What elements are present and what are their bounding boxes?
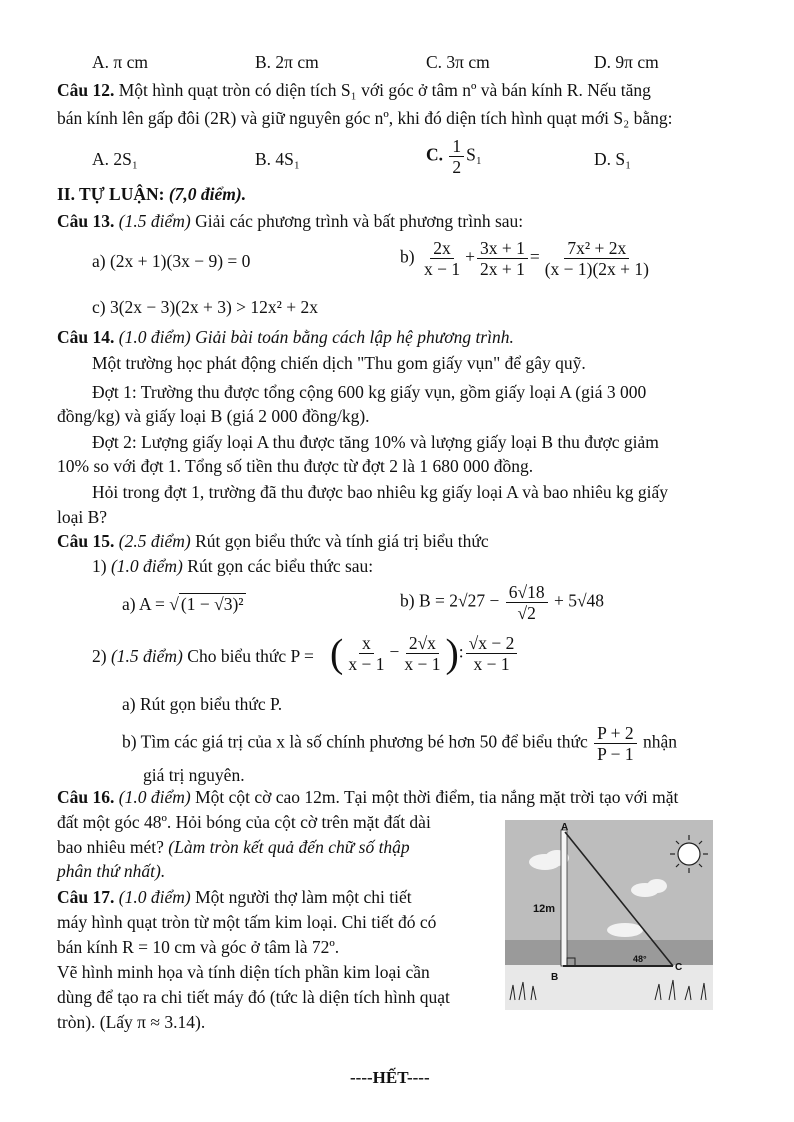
point-a-label: A	[561, 822, 569, 833]
q15-part2-text: Cho biểu thức P =	[187, 646, 314, 666]
q13-heading	[57, 210, 523, 232]
q11-option-a: A. π cm	[92, 52, 148, 72]
q17-line2: máy hình quạt tròn từ một tấm kim loại. Chi tiết đó có	[57, 912, 437, 932]
angle-label: 48°	[633, 954, 647, 964]
q15-2a: a) Rút gọn biểu thức P.	[122, 694, 283, 714]
q15-1a: a) A = √ (1 − √3)²	[122, 594, 244, 614]
q13-a: a) (2x + 1)(3x − 9) = 0	[92, 251, 251, 271]
point-b-label: B	[551, 972, 559, 983]
q15-points: (2.5 điểm)	[118, 531, 191, 551]
q16-line1	[57, 786, 678, 808]
q13-b-frac3	[542, 238, 652, 279]
q15-p-frac1	[345, 633, 387, 674]
q14-title: Giải bài toán bằng cách lập hệ phương trình.	[195, 327, 514, 347]
q16-text3a: bao nhiêu mét?	[57, 837, 164, 857]
q15-1a-expr: (1 − √3)²	[180, 594, 244, 614]
q15-1a-label: a) A =	[122, 594, 165, 614]
end-marker: ----HẾT----	[350, 1068, 430, 1087]
q13-label: Câu 13.	[57, 211, 115, 231]
q17-label: Câu 17.	[57, 887, 115, 907]
q13-b-frac3-num: 7x² + 2x	[564, 238, 629, 259]
q15-heading	[57, 530, 489, 552]
q15-label: Câu 15.	[57, 531, 115, 551]
q13-b: b) $\frac{2x}{x - 1}$ + $\frac{3x + 1}{2x + 1}$ = $\frac{\text{7x² + 2x}}{(x - 1)(2x + 1)}$	[400, 238, 654, 279]
q16-line4: phân thứ nhất).	[57, 861, 166, 881]
q15-p-frac2-den: x − 1	[404, 654, 441, 674]
q12-text1: Một hình quạt tròn có diện tích S₁ với góc ở tâm nº và bán kính R. Nếu tăng	[118, 80, 651, 100]
q15-1b	[400, 582, 604, 623]
q15-p-frac3	[466, 633, 518, 674]
q17-line1	[57, 886, 412, 908]
q14-p4b: loại B?	[57, 507, 108, 527]
q13-text: Giải các phương trình và bất phương trình sau:	[195, 211, 524, 231]
q14-p4a: Hỏi trong đợt 1, trường đã thu được bao nhiêu kg giấy loại A và bao nhiêu kg giấy	[92, 482, 669, 502]
q15-part1	[92, 555, 373, 577]
q15-p-frac3-den: x − 1	[473, 654, 510, 674]
q12-option-c-num: 1	[449, 136, 464, 157]
q15-p-frac3-num: √x − 2	[466, 633, 518, 654]
q12-option-c-fraction	[449, 136, 464, 177]
q12-line1	[57, 79, 651, 101]
q17-points: (1.0 điểm)	[118, 887, 191, 907]
figure-sky	[505, 820, 713, 940]
q15-part1-points: (1.0 điểm)	[110, 556, 183, 576]
q13-b-frac1	[421, 238, 463, 279]
q15-2b-line2: giá trị nguyên.	[143, 765, 245, 785]
q12-line2: bán kính lên gấp đôi (2R) và giữ nguyên góc nº, khi đó diện tích hình quạt mới S₂ bằng:	[57, 108, 673, 128]
q16-text3b: (Làm tròn kết quả đến chữ số thập	[168, 837, 410, 857]
q15-part1-label: 1)	[92, 556, 107, 576]
q15-1b-num: 6√18	[506, 582, 548, 603]
q14-p3b: 10% so với đợt 1. Tổng số tiền thu được từ đợt 2 là 1 680 000 đồng.	[57, 456, 534, 476]
q12-option-c-tail: S₁	[466, 144, 482, 165]
q16-points: (1.0 điểm)	[118, 787, 191, 807]
q14-p3a: Đợt 2: Lượng giấy loại A thu được tăng 10% và lượng giấy loại B thu được giảm	[92, 432, 659, 452]
flagpole	[561, 830, 567, 966]
q14-p1: Một trường học phát động chiến dịch "Thu gom giấy vụn" để gây quỹ.	[92, 353, 586, 373]
q17-text1: Một người thợ làm một chi tiết	[195, 887, 412, 907]
q12-option-c-label: C.	[426, 144, 444, 165]
q15-p-frac1-num: x	[359, 633, 374, 654]
q14-points: (1.0 điểm)	[118, 327, 191, 347]
q15-part1-text: Rút gọn các biểu thức sau:	[187, 556, 374, 576]
q17-line5: dùng để tạo ra chi tiết máy đó (tức là diện tích hình quạt	[57, 987, 450, 1007]
q17-line3: bán kính R = 10 cm và góc ở tâm là 72º.	[57, 937, 340, 957]
q15-2b	[122, 723, 677, 764]
q14-p2b: đồng/kg) và giấy loại B (giá 2 000 đồng/kg).	[57, 406, 370, 426]
q12-option-d: D. S₁	[594, 149, 632, 169]
q16-text1: Một cột cờ cao 12m. Tại một thời điểm, tia nắng mặt trời tạo với mặt	[195, 787, 679, 807]
q12-label: Câu 12.	[57, 80, 115, 100]
q12-option-c-den: 2	[452, 157, 462, 177]
q14-heading	[57, 326, 514, 348]
q11-option-d: D. 9π cm	[594, 52, 659, 72]
q13-points: (1.5 điểm)	[118, 211, 191, 231]
q15-text: Rút gọn biểu thức và tính giá trị biểu thức	[195, 531, 489, 551]
q13-b-frac1-den: x − 1	[423, 259, 461, 279]
q13-b-frac3-den: (x − 1)(2x + 1)	[544, 259, 650, 279]
q15-2b-frac	[594, 723, 636, 764]
section2-title: II. TỰ LUẬN:	[57, 184, 165, 204]
q17-line4: Vẽ hình minh họa và tính diện tích phần kim loại cần	[57, 962, 430, 982]
q13-b-frac2-num: 3x + 1	[477, 238, 528, 259]
q12-option-a: A. 2S₁	[92, 149, 138, 169]
q12-option-b: B. 4S₁	[255, 149, 301, 169]
q14-label: Câu 14.	[57, 327, 115, 347]
q15-2b-post: nhận	[643, 731, 678, 752]
q15-2b-pre: b) Tìm các giá trị của x là số chính phương bé hơn 50 để biểu thức	[122, 731, 588, 752]
q13-b-label: b)	[400, 246, 415, 267]
q15-1b-tail: + 5√48	[553, 590, 605, 611]
q15-part2	[92, 645, 314, 667]
q14-p2a: Đợt 1: Trường thu được tổng cộng 600 kg giấy vụn, gồm giấy loại A (giá 3 000	[92, 382, 647, 402]
q15-p-frac2-num: 2√x	[406, 633, 439, 654]
q11-option-b: B. 2π cm	[255, 52, 319, 72]
section2-points: (7,0 điểm).	[168, 184, 247, 204]
q15-2b-den: P − 1	[597, 744, 634, 764]
q15-1b-frac	[506, 582, 548, 623]
q11-option-c: C. 3π cm	[426, 52, 490, 72]
point-c-label: C	[675, 962, 683, 973]
q15-p-expression: ( $\frac{x}{x - 1}$ − $\frac{2√x}{x - 1}$ ): $\frac{√x - 2}{x - 1}$	[330, 633, 519, 674]
q13-c: c) 3(2x − 3)(2x + 3) > 12x² + 2x	[92, 297, 319, 317]
q15-2b-num: P + 2	[594, 723, 636, 744]
q15-part2-label: 2)	[92, 646, 107, 666]
q17-line6: tròn). (Lấy π ≈ 3.14).	[57, 1012, 206, 1032]
section2-heading	[57, 183, 246, 205]
q13-b-frac2-den: 2x + 1	[479, 259, 525, 279]
flagpole-figure	[505, 820, 713, 1010]
q16-label: Câu 16.	[57, 787, 115, 807]
q16-line2: đất một góc 48º. Hỏi bóng của cột cờ trên mặt đất dài	[57, 812, 431, 832]
q15-1b-den: √2	[517, 603, 536, 623]
height-label: 12m	[533, 903, 556, 915]
q15-p-frac2	[401, 633, 443, 674]
q12-option-c	[426, 136, 482, 177]
q15-part2-points: (1.5 điểm)	[110, 646, 183, 666]
q15-1b-label: b) B = 2√27 −	[400, 590, 500, 611]
q16-line3	[57, 836, 410, 858]
q13-b-frac2	[477, 238, 528, 279]
q15-p-frac1-den: x − 1	[348, 654, 385, 674]
q13-b-frac1-num: 2x	[430, 238, 454, 259]
